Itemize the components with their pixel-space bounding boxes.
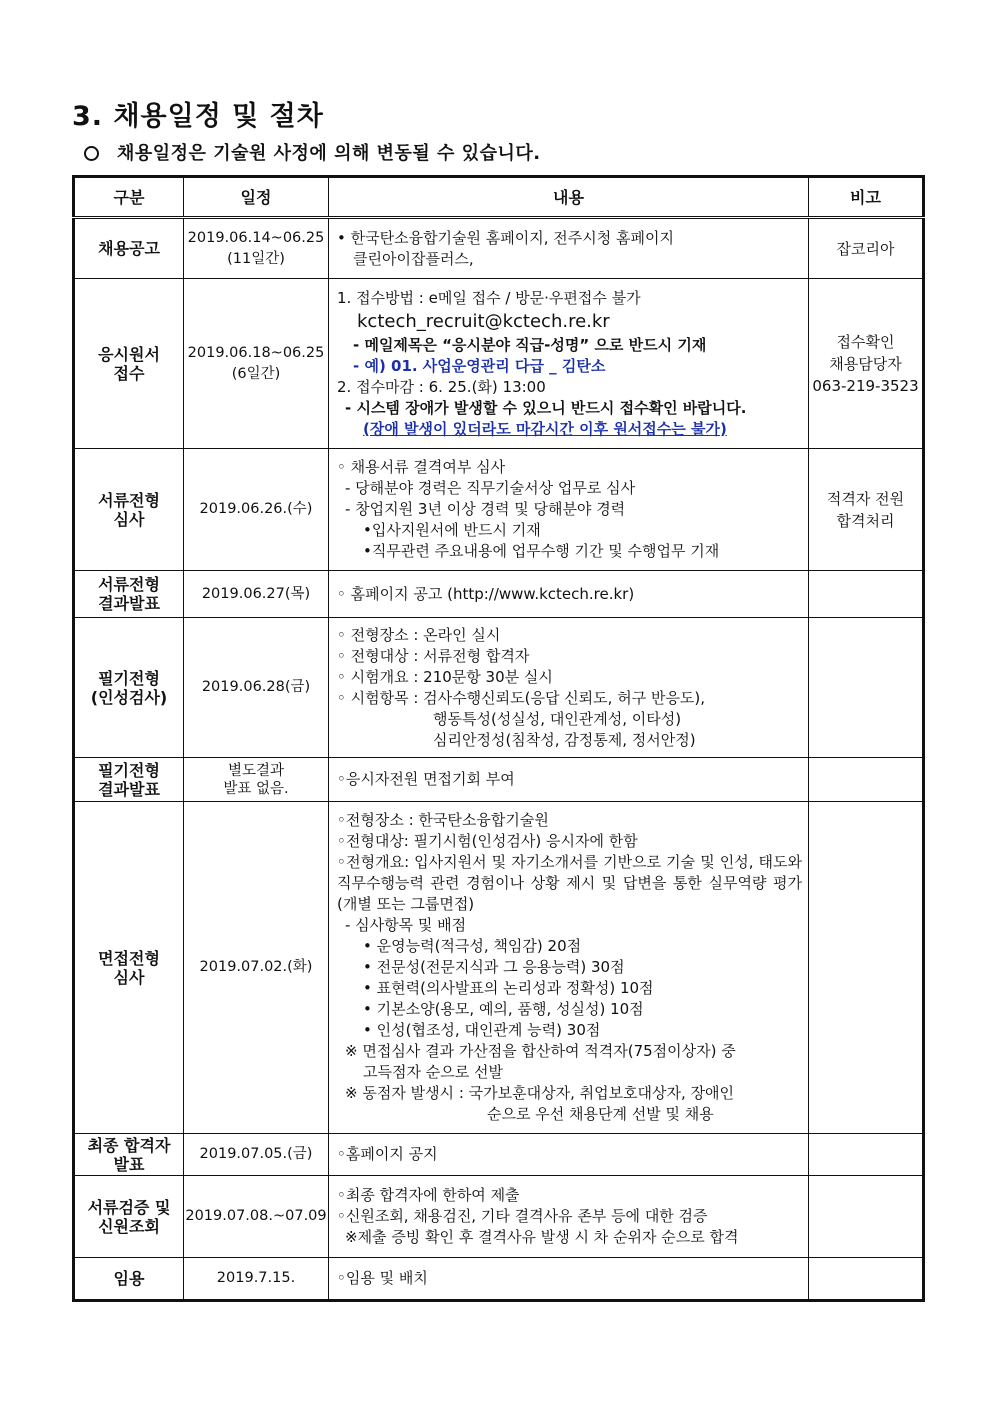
category-line: 발표 [113,1154,145,1174]
content-line: • 전문성(전문지식과 그 응용능력) 30점 [363,958,625,976]
page-title: 3. 채용일정 및 절차 [72,101,324,132]
date-line: 2019.07.08.~07.09 [185,1208,327,1224]
header-note: 비고 [809,177,924,218]
date-line: 2019.06.26.(수) [199,501,313,517]
row-note [809,758,924,802]
row-content [329,571,809,618]
row-note [809,571,924,618]
row-category [74,571,184,618]
content-line: • 운영능력(적극성, 책임감) 20점 [363,937,582,955]
row-category [74,1134,184,1176]
category-line: 서류검증 및 [87,1197,171,1217]
table-row [74,758,924,802]
row-date [184,802,329,1134]
content-line: ◦ 채용서류 결격여부 심사 [337,458,506,476]
schedule-notice-text: 채용일정은 기술원 사정에 의해 변동될 수 있습니다. [117,143,541,164]
circle-bullet-icon [84,146,99,161]
row-date [184,279,329,449]
row-content [329,1176,809,1258]
note-line: 적격자 전원 [826,489,905,508]
date-line: 별도결과 [227,762,285,779]
content-line: - 심사항목 및 배점 [345,916,467,934]
content-line: ◦ 전형장소 : 온라인 실시 [337,625,501,644]
row-content [329,279,809,449]
category-line: 서류전형 [98,575,160,594]
content-line: 클린아이잡플러스, [353,249,474,268]
content-line: ◦임용 및 배치 [337,1269,428,1287]
content-line: ◦신원조회, 채용검진, 기타 결격사유 존부 등에 대한 검증 [337,1207,708,1225]
content-line: • 한국탄소융합기술원 홈페이지, 전주시청 홈페이지 [337,228,674,247]
category-line: 면접전형 [98,948,160,968]
row-date [184,1134,329,1176]
row-date [184,618,329,758]
category-line: 결과발표 [98,594,160,613]
table-header-row [74,177,924,218]
content-line: (장애 발생이 있더라도 마감시간 이후 원서접수는 불가) [363,419,727,438]
table-row [74,1258,924,1301]
category-line: 서류전형 [98,490,160,510]
content-line: ◦최종 합격자에 한하여 제출 [337,1186,520,1204]
content-line: - 시스템 장애가 발생할 수 있으니 반드시 접수확인 바랍니다. [345,398,747,417]
category-line: 임용 [113,1269,145,1288]
date-line: 2019.06.14~06.25 [187,229,325,246]
note-line: 잡코리아 [836,239,895,258]
row-date [184,1176,329,1258]
content-line: 1. 접수방법 : e메일 접수 / 방문·우편접수 불가 [337,288,641,307]
date-line: 2019.7.15. [216,1270,296,1286]
content-line: ◦응시자전원 면접기회 부여 [337,770,515,788]
content-line: - 메일제목은 “응시분야 직급-성명” 으로 반드시 기재 [353,335,707,354]
row-date [184,758,329,802]
content-line: • 인성(협조성, 대인관계 능력) 30점 [363,1021,601,1039]
table-row [74,571,924,618]
row-content [329,1134,809,1176]
note-line: 063-219-3523 [812,376,919,395]
note-line: 접수확인 [836,332,895,351]
row-date [184,1258,329,1301]
row-category [74,279,184,449]
category-line: 심사 [113,509,145,529]
content-line: ◦전형대상: 필기시험(인성검사) 응시자에 한함 [337,832,638,850]
content-line: 행동특성(성실성, 대인관계성, 이타성) [433,709,682,728]
category-line: 신원조회 [98,1216,160,1236]
content-line: ◦ 시험항목 : 검사수행신뢰도(응답 신뢰도, 허구 반응도), [337,688,706,707]
row-content [329,1258,809,1301]
content-line: ※ 동점자 발생시 : 국가보훈대상자, 취업보호대상자, 장애인 [345,1084,735,1102]
row-category [74,758,184,802]
row-note [809,1176,924,1258]
category-line: 심사 [113,967,145,987]
row-category [74,449,184,571]
row-note [809,802,924,1134]
row-content [329,218,809,279]
category-line: (인성검사) [90,687,168,707]
row-category [74,618,184,758]
table-row [74,1176,924,1258]
date-line: 2019.06.27(목) [201,585,311,602]
content-line: •입사지원서에 반드시 기재 [363,521,541,539]
content-line: 2. 접수마감 : 6. 25.(화) 13:00 [337,377,546,396]
content-line: ◦홈페이지 공지 [337,1145,438,1163]
category-line: 필기전형 [98,668,160,688]
row-note [809,1258,924,1301]
content-line: ※ 면접심사 결과 가산점을 합산하여 적격자(75점이상자) 중 [345,1042,736,1060]
table-row [74,449,924,571]
content-line: ※제출 증빙 확인 후 결격사유 발생 시 차 순위자 순으로 합격 [345,1228,739,1246]
content-line: ◦ 홈페이지 공고 (http://www.kctech.re.kr) [337,584,635,603]
row-note [809,618,924,758]
content-line: • 표현력(의사발표의 논리성과 정확성) 10점 [363,979,654,997]
row-note [809,449,924,571]
header-category: 구분 [74,177,184,218]
content-line: ◦ 시험개요 : 210문항 30분 실시 [337,667,553,686]
table-row [74,1134,924,1176]
row-category [74,802,184,1134]
row-category [74,218,184,279]
category-line: 필기전형 [98,760,160,780]
schedule-notice [84,139,541,165]
row-category [74,1176,184,1258]
category-line: 최종 합격자 [87,1135,171,1155]
date-line: 발표 없음. [223,780,289,797]
table-row [74,802,924,1134]
table-row [74,279,924,449]
row-content [329,758,809,802]
row-content [329,449,809,571]
content-line: • 기본소양(용모, 예의, 품행, 성실성) 10점 [363,1000,644,1018]
content-line: ◦전형장소 : 한국탄소융합기술원 [337,811,549,829]
date-line: 2019.07.02.(화) [199,959,313,975]
recruitment-schedule-table [72,175,925,1302]
header-content: 내용 [329,177,809,218]
date-line: (6일간) [231,365,281,382]
date-line: 2019.06.28(금) [201,679,311,695]
date-line: 2019.07.05.(금) [199,1146,313,1162]
category-line: 접수 [113,363,145,383]
table-row [74,618,924,758]
date-line: (11일간) [227,250,285,267]
row-category [74,1258,184,1301]
content-line: 고득점자 순으로 선발 [363,1063,503,1081]
content-line: 심리안정성(침착성, 감정통제, 정서안정) [433,730,696,749]
row-note [809,279,924,449]
date-line: 2019.06.18~06.25 [187,344,325,361]
recruit-email: kctech_recruit@kctech.re.kr [357,310,610,332]
row-note [809,1134,924,1176]
row-content [329,618,809,758]
content-line: ◦ 전형대상 : 서류전형 합격자 [337,646,530,665]
content-line: - 당해분야 경력은 직무기술서상 업무로 심사 [345,479,636,497]
note-line: 채용담당자 [829,354,902,373]
content-line: - 예) 01. 사업운영관리 다급 _ 김탄소 [353,356,606,375]
category-line: 채용공고 [98,239,160,258]
content-line: 순으로 우선 채용단계 선발 및 채용 [487,1105,714,1123]
row-date [184,449,329,571]
category-line: 응시원서 [98,344,160,364]
note-line: 합격처리 [836,511,895,530]
category-line: 결과발표 [98,779,160,799]
content-line: - 창업지원 3년 이상 경력 및 당해분야 경력 [345,500,626,518]
row-content [329,802,809,1134]
table-row [74,218,924,279]
content-line: •직무관련 주요내용에 업무수행 기간 및 수행업무 기재 [363,542,720,560]
row-date [184,218,329,279]
row-note [809,218,924,279]
content-paragraph: ◦전형개요: 입사지원서 및 자기소개서를 기반으로 기술 및 인성, 태도와 직무수행능력 관련 경험이나 상황 제시 및 답변을 통한 실무역량 평가(개별 또는 그룹면접) [337,853,802,913]
header-date: 일정 [184,177,329,218]
row-date [184,571,329,618]
